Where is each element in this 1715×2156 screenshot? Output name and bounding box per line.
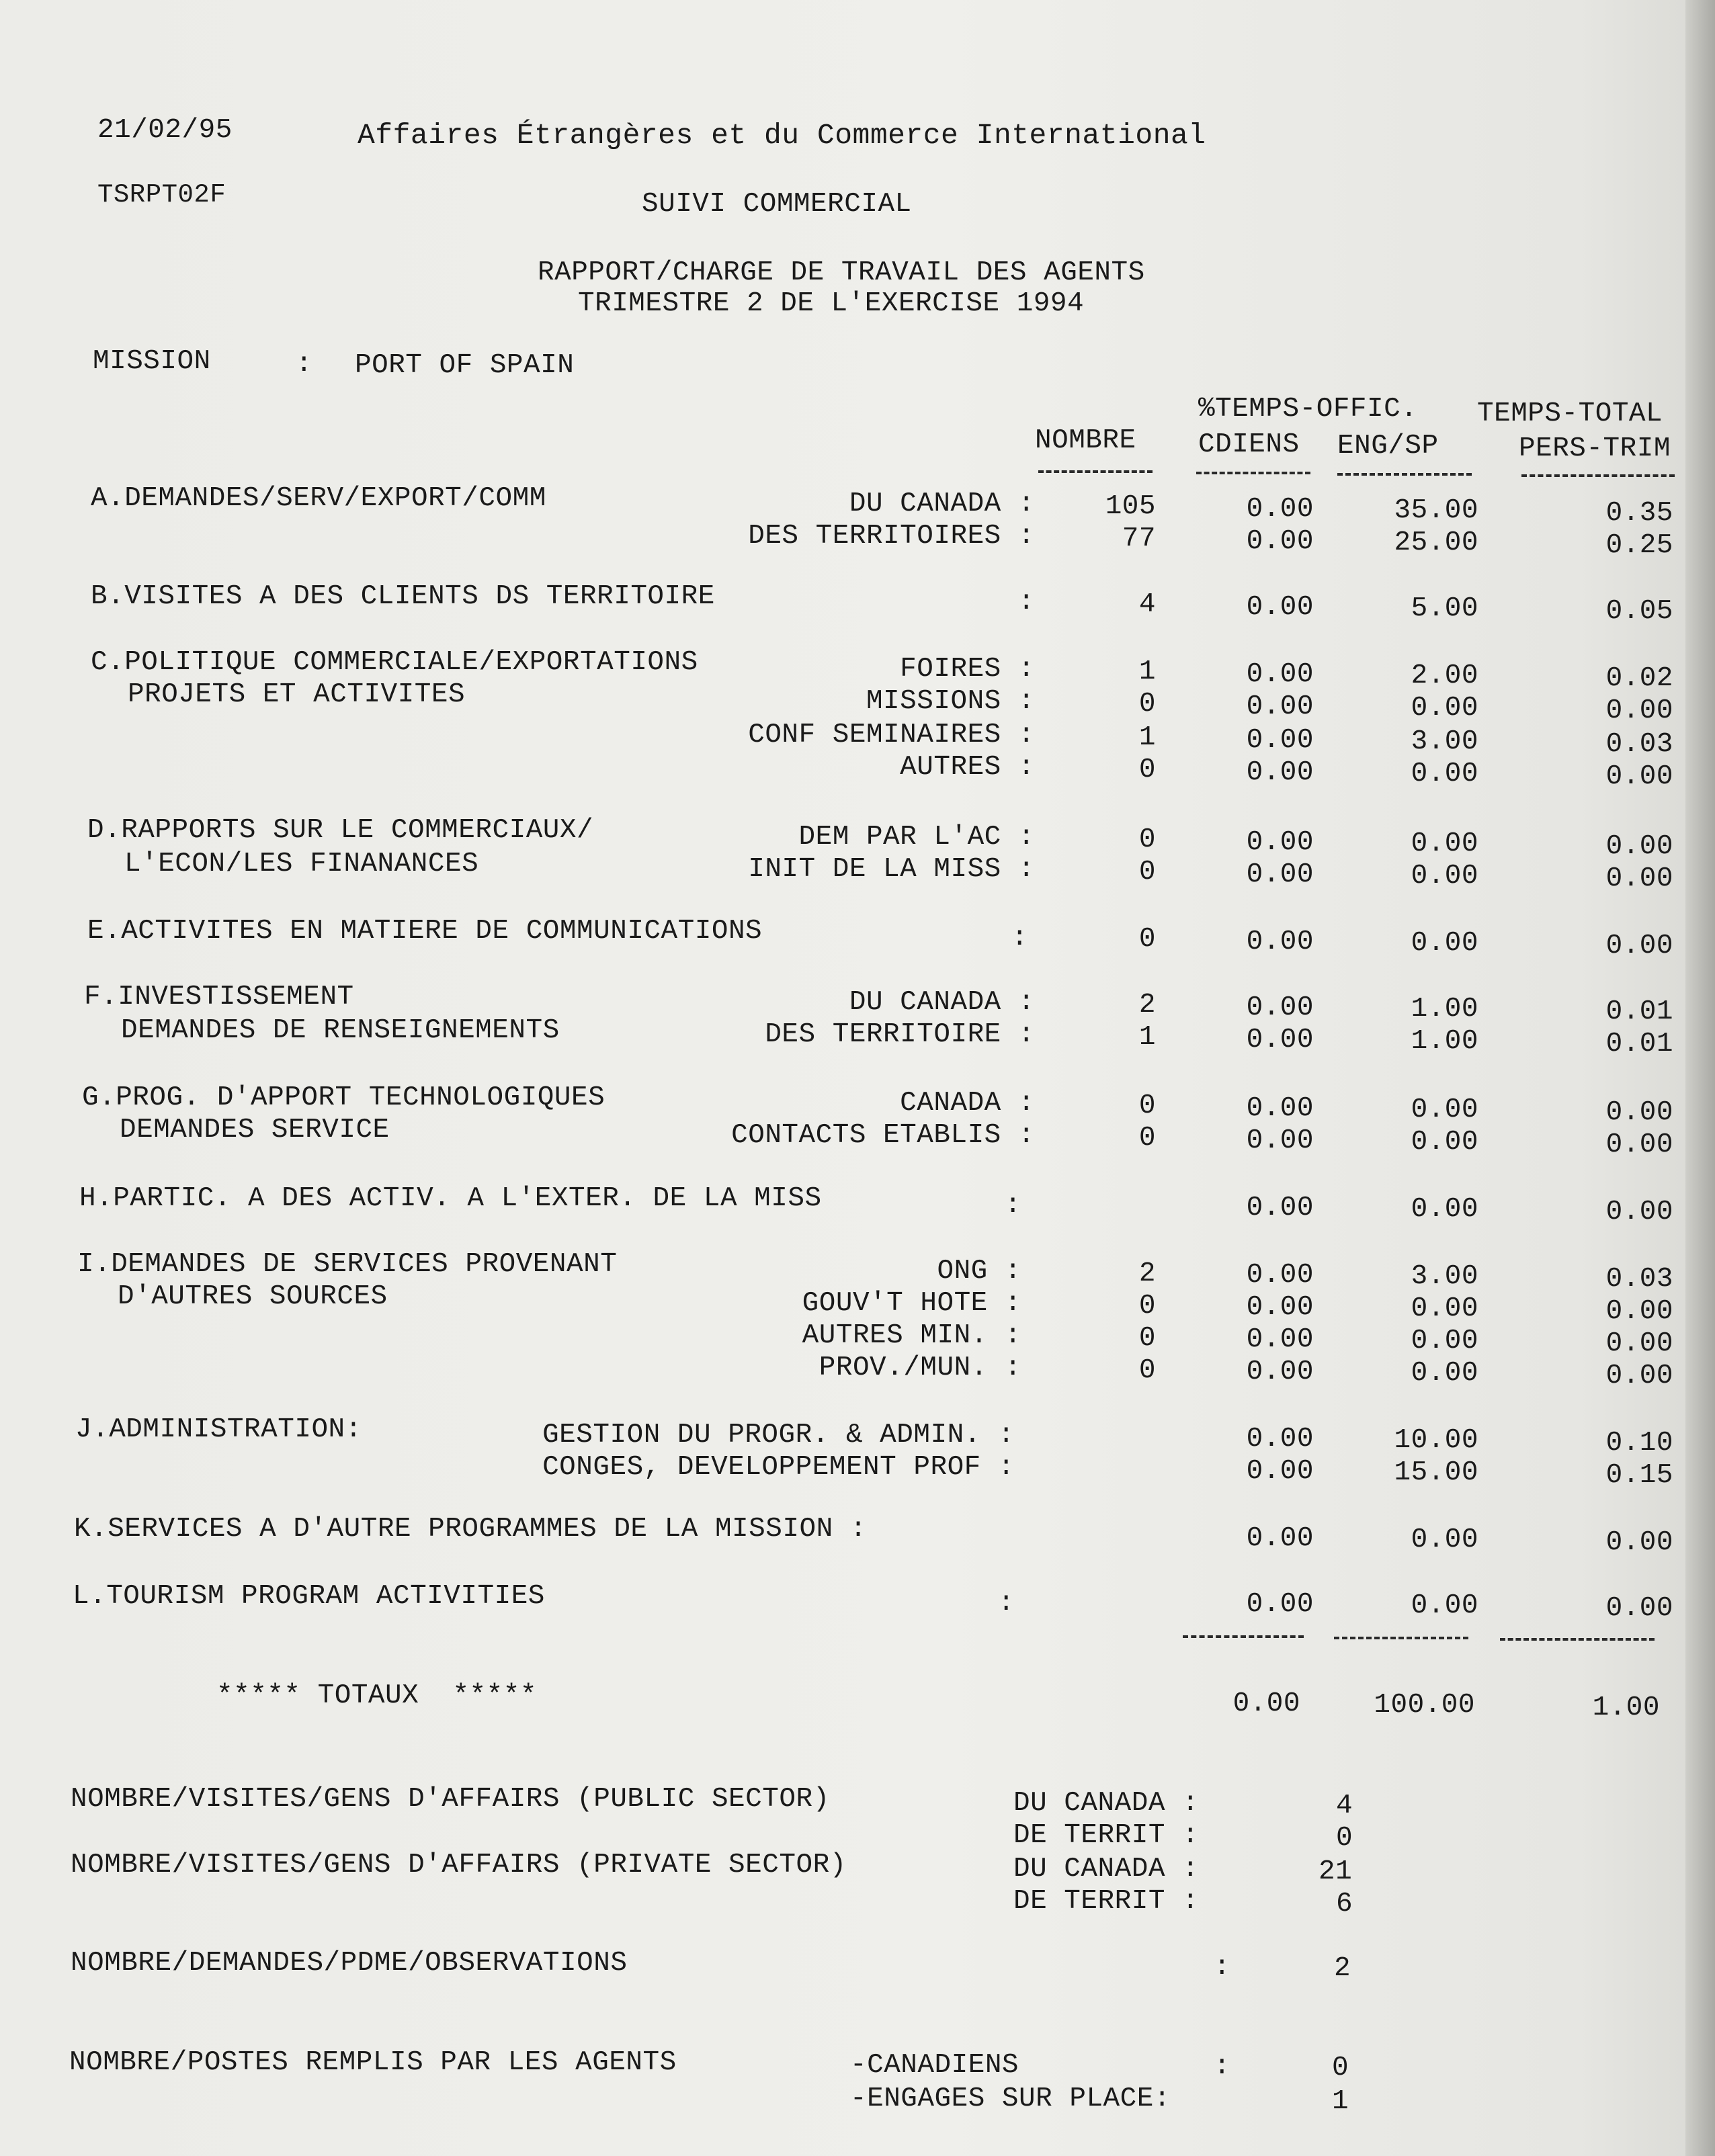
public-territ-label: DE TERRIT : (1013, 1820, 1200, 1851)
row-i3-perstrim: 0.00 (1605, 1328, 1673, 1359)
row-a1-cdiens: 0.00 (1246, 494, 1314, 525)
row-c1-engsp: 2.00 (1411, 660, 1478, 691)
row-i2-perstrim: 0.00 (1605, 1296, 1673, 1327)
col-engsp: ENG/SP (1337, 431, 1439, 462)
row-h-perstrim: 0.00 (1605, 1197, 1673, 1227)
row-b-sub: : (1017, 587, 1035, 617)
report-date: 21/02/95 (97, 115, 233, 146)
public-canada-label: DU CANADA : (1013, 1788, 1200, 1819)
row-d2-cdiens: 0.00 (1246, 859, 1314, 890)
row-i4-engsp: 0.00 (1411, 1358, 1478, 1389)
col-nombre: NOMBRE (1035, 425, 1136, 456)
col-cdiens: CDIENS (1198, 429, 1300, 460)
row-d1-engsp: 0.00 (1411, 828, 1478, 859)
row-l-engsp: 0.00 (1411, 1590, 1478, 1621)
row-b-label: B.VISITES A DES CLIENTS DS TERRITOIRE (91, 581, 715, 612)
row-b-nombre: 4 (1138, 589, 1156, 620)
row-i2-sub: GOUV'T HOTE : (802, 1288, 1021, 1319)
row-g1-engsp: 0.00 (1411, 1094, 1478, 1125)
row-f2-perstrim: 0.01 (1605, 1029, 1673, 1060)
row-h-label: H.PARTIC. A DES ACTIV. A L'EXTER. DE LA MISS (79, 1183, 822, 1214)
row-j2-engsp: 15.00 (1394, 1457, 1478, 1488)
pdme-label: NOMBRE/DEMANDES/PDME/OBSERVATIONS (71, 1948, 628, 1979)
row-f-label: F.INVESTISSEMENT (84, 982, 354, 1012)
row-f2-engsp: 1.00 (1411, 1026, 1478, 1057)
row-l-cdiens: 0.00 (1246, 1589, 1314, 1620)
row-f-label-2: DEMANDES DE RENSEIGNEMENTS (121, 1015, 560, 1046)
mission-label: MISSION (93, 346, 211, 377)
row-a1-perstrim: 0.35 (1605, 498, 1673, 529)
row-i-label-2: D'AUTRES SOURCES (118, 1281, 388, 1312)
totals-perstrim: 1.00 (1592, 1692, 1660, 1723)
engages-value: 1 (1332, 2086, 1349, 2117)
total-underline-perstrim (1500, 1638, 1655, 1641)
report-title: SUIVI COMMERCIAL (642, 189, 912, 220)
row-c2-cdiens: 0.00 (1246, 691, 1314, 722)
row-c2-engsp: 0.00 (1411, 693, 1478, 724)
totals-engsp: 100.00 (1374, 1690, 1475, 1721)
private-sector-label: NOMBRE/VISITES/GENS D'AFFAIRS (PRIVATE SECTOR) (71, 1850, 847, 1881)
row-f2-sub: DES TERRITOIRE : (765, 1019, 1035, 1050)
row-d2-sub: INIT DE LA MISS : (748, 854, 1035, 885)
col-pct-temps-offic: %TEMPS-OFFIC. (1198, 394, 1418, 425)
totals-label: ***** TOTAUX ***** (216, 1680, 537, 1711)
row-k-engsp: 0.00 (1411, 1524, 1478, 1555)
row-i4-sub: PROV./MUN. : (819, 1352, 1021, 1383)
canadiens-value: 0 (1332, 2053, 1349, 2083)
total-underline-engsp (1334, 1637, 1468, 1639)
row-h-engsp: 0.00 (1411, 1194, 1478, 1225)
page-edge-shadow (1685, 0, 1715, 2156)
row-c4-perstrim: 0.00 (1605, 761, 1673, 792)
row-g2-nombre: 0 (1138, 1123, 1156, 1154)
col-engsp-underline (1337, 473, 1472, 476)
row-d2-engsp: 0.00 (1411, 861, 1478, 892)
row-d1-cdiens: 0.00 (1246, 827, 1314, 858)
row-c3-nombre: 1 (1138, 722, 1156, 753)
pdme-separator: : (1214, 1952, 1231, 1983)
row-f1-nombre: 2 (1138, 990, 1156, 1021)
report-code: TSRPT02F (97, 180, 226, 210)
row-c1-nombre: 1 (1138, 656, 1156, 687)
row-b-perstrim: 0.05 (1605, 596, 1673, 627)
row-e-engsp: 0.00 (1411, 928, 1478, 959)
row-c2-perstrim: 0.00 (1605, 695, 1673, 726)
col-perstrim-underline (1521, 474, 1675, 477)
row-g1-cdiens: 0.00 (1246, 1093, 1314, 1124)
private-territ-value: 6 (1336, 1889, 1353, 1920)
private-canada-value: 21 (1319, 1856, 1353, 1887)
row-g1-perstrim: 0.00 (1605, 1097, 1673, 1128)
row-c3-perstrim: 0.03 (1605, 729, 1673, 760)
row-i2-cdiens: 0.00 (1246, 1292, 1314, 1323)
row-a2-perstrim: 0.25 (1605, 530, 1673, 561)
canadiens-separator: : (1214, 2051, 1231, 2082)
private-territ-label: DE TERRIT : (1013, 1886, 1200, 1917)
row-c2-sub: MISSIONS : (866, 686, 1035, 717)
row-c1-perstrim: 0.02 (1605, 663, 1673, 694)
col-cdiens-underline (1196, 472, 1310, 474)
row-i2-engsp: 0.00 (1411, 1293, 1478, 1324)
row-g1-sub: CANADA : (900, 1088, 1035, 1119)
mission-separator: : (296, 349, 313, 380)
row-i4-cdiens: 0.00 (1246, 1356, 1314, 1387)
row-i1-engsp: 3.00 (1411, 1261, 1478, 1292)
row-c4-cdiens: 0.00 (1246, 757, 1314, 788)
row-c4-sub: AUTRES : (900, 752, 1035, 783)
row-f1-cdiens: 0.00 (1246, 992, 1314, 1023)
row-i1-perstrim: 0.03 (1605, 1264, 1673, 1295)
row-i4-nombre: 0 (1138, 1355, 1156, 1386)
row-l-sub: : (997, 1588, 1015, 1619)
row-c3-sub: CONF SEMINAIRES : (748, 720, 1035, 750)
col-temps-total: TEMPS-TOTAL (1477, 398, 1663, 429)
row-j1-cdiens: 0.00 (1246, 1424, 1314, 1455)
row-l-perstrim: 0.00 (1605, 1593, 1673, 1624)
row-j2-perstrim: 0.15 (1605, 1460, 1673, 1491)
row-h-sub: : (1004, 1190, 1021, 1221)
report-period: TRIMESTRE 2 DE L'EXERCISE 1994 (578, 288, 1085, 319)
row-c-label-2: PROJETS ET ACTIVITES (128, 679, 466, 710)
row-k-perstrim: 0.00 (1605, 1527, 1673, 1558)
report-subtitle: RAPPORT/CHARGE DE TRAVAIL DES AGENTS (538, 257, 1145, 288)
row-c-label: C.POLITIQUE COMMERCIALE/EXPORTATIONS (91, 647, 698, 678)
row-e-nombre: 0 (1138, 924, 1156, 955)
row-a1-nombre: 105 (1105, 491, 1156, 522)
row-d2-perstrim: 0.00 (1605, 863, 1673, 894)
row-k-label: K.SERVICES A D'AUTRE PROGRAMMES DE LA MISSION : (74, 1514, 867, 1545)
row-j1-sub: GESTION DU PROGR. & ADMIN. : (542, 1420, 1015, 1451)
row-f1-sub: DU CANADA : (849, 987, 1035, 1018)
row-d1-nombre: 0 (1138, 824, 1156, 855)
row-b-engsp: 5.00 (1411, 593, 1478, 624)
row-j1-engsp: 10.00 (1394, 1425, 1478, 1456)
row-a-label: A.DEMANDES/SERV/EXPORT/COMM (91, 483, 546, 514)
row-k-cdiens: 0.00 (1246, 1523, 1314, 1554)
row-g-label-2: DEMANDES SERVICE (120, 1115, 390, 1146)
row-c3-cdiens: 0.00 (1246, 725, 1314, 756)
row-a1-sub: DU CANADA : (849, 488, 1035, 519)
engages-label: -ENGAGES SUR PLACE: (850, 2083, 1171, 2114)
row-a2-cdiens: 0.00 (1246, 526, 1314, 557)
row-j2-cdiens: 0.00 (1246, 1456, 1314, 1487)
row-d-label-2: L'ECON/LES FINANANCES (124, 849, 479, 879)
row-d1-sub: DEM PAR L'AC : (798, 822, 1035, 853)
row-a2-engsp: 25.00 (1394, 527, 1478, 558)
row-c1-sub: FOIRES : (900, 654, 1035, 685)
row-h-cdiens: 0.00 (1246, 1193, 1314, 1223)
row-e-cdiens: 0.00 (1246, 926, 1314, 957)
row-i4-perstrim: 0.00 (1605, 1361, 1673, 1391)
ministry-name: Affaires Étrangères et du Commerce International (358, 119, 1206, 152)
col-pers-trim: PERS-TRIM (1519, 433, 1671, 464)
row-l-label: L.TOURISM PROGRAM ACTIVITIES (73, 1581, 545, 1612)
row-a1-engsp: 35.00 (1394, 495, 1478, 526)
row-j-label: J.ADMINISTRATION: (75, 1414, 362, 1445)
public-territ-value: 0 (1336, 1823, 1353, 1854)
row-i3-engsp: 0.00 (1411, 1326, 1478, 1356)
row-c3-engsp: 3.00 (1411, 726, 1478, 757)
col-nombre-underline (1038, 470, 1153, 473)
row-d1-perstrim: 0.00 (1605, 831, 1673, 862)
row-f2-nombre: 1 (1138, 1022, 1156, 1053)
pdme-value: 2 (1334, 1953, 1351, 1984)
postes-label: NOMBRE/POSTES REMPLIS PAR LES AGENTS (69, 2047, 677, 2078)
row-i1-cdiens: 0.00 (1246, 1260, 1314, 1291)
row-g2-engsp: 0.00 (1411, 1127, 1478, 1158)
mission-value: PORT OF SPAIN (355, 350, 575, 381)
row-d2-nombre: 0 (1138, 857, 1156, 888)
row-j1-perstrim: 0.10 (1605, 1428, 1673, 1459)
row-i2-nombre: 0 (1138, 1291, 1156, 1322)
row-j2-sub: CONGES, DEVELOPPEMENT PROF : (542, 1452, 1015, 1483)
row-i1-nombre: 2 (1138, 1258, 1156, 1289)
total-underline-cdiens (1183, 1635, 1304, 1638)
row-g2-cdiens: 0.00 (1246, 1125, 1314, 1156)
row-d-label: D.RAPPORTS SUR LE COMMERCIAUX/ (87, 815, 594, 846)
row-e-label: E.ACTIVITES EN MATIERE DE COMMUNICATIONS (87, 916, 763, 947)
row-i3-nombre: 0 (1138, 1323, 1156, 1354)
row-e-sub: : (1011, 922, 1028, 953)
row-i-label: I.DEMANDES DE SERVICES PROVENANT (77, 1249, 618, 1280)
row-f1-perstrim: 0.01 (1605, 996, 1673, 1027)
row-c2-nombre: 0 (1138, 689, 1156, 720)
row-e-perstrim: 0.00 (1605, 931, 1673, 961)
row-g-label: G.PROG. D'APPORT TECHNOLOGIQUES (82, 1082, 605, 1113)
row-i3-cdiens: 0.00 (1246, 1324, 1314, 1355)
row-i3-sub: AUTRES MIN. : (802, 1320, 1021, 1351)
public-sector-label: NOMBRE/VISITES/GENS D'AFFAIRS (PUBLIC SECTOR) (71, 1784, 830, 1815)
public-canada-value: 4 (1336, 1791, 1353, 1821)
row-b-cdiens: 0.00 (1246, 592, 1314, 623)
row-c4-engsp: 0.00 (1411, 759, 1478, 789)
private-canada-label: DU CANADA : (1013, 1854, 1200, 1885)
row-c4-nombre: 0 (1138, 754, 1156, 785)
row-g1-nombre: 0 (1138, 1090, 1156, 1121)
row-g2-sub: CONTACTS ETABLIS : (731, 1120, 1035, 1151)
row-f2-cdiens: 0.00 (1246, 1025, 1314, 1055)
row-f1-engsp: 1.00 (1411, 994, 1478, 1025)
totals-cdiens: 0.00 (1232, 1688, 1300, 1719)
row-c1-cdiens: 0.00 (1246, 659, 1314, 690)
row-a2-sub: DES TERRITOIRES : (748, 521, 1035, 552)
canadiens-label: -CANADIENS (850, 2050, 1019, 2081)
row-a2-nombre: 77 (1122, 523, 1156, 554)
row-g2-perstrim: 0.00 (1605, 1129, 1673, 1160)
row-i1-sub: ONG : (937, 1256, 1021, 1287)
